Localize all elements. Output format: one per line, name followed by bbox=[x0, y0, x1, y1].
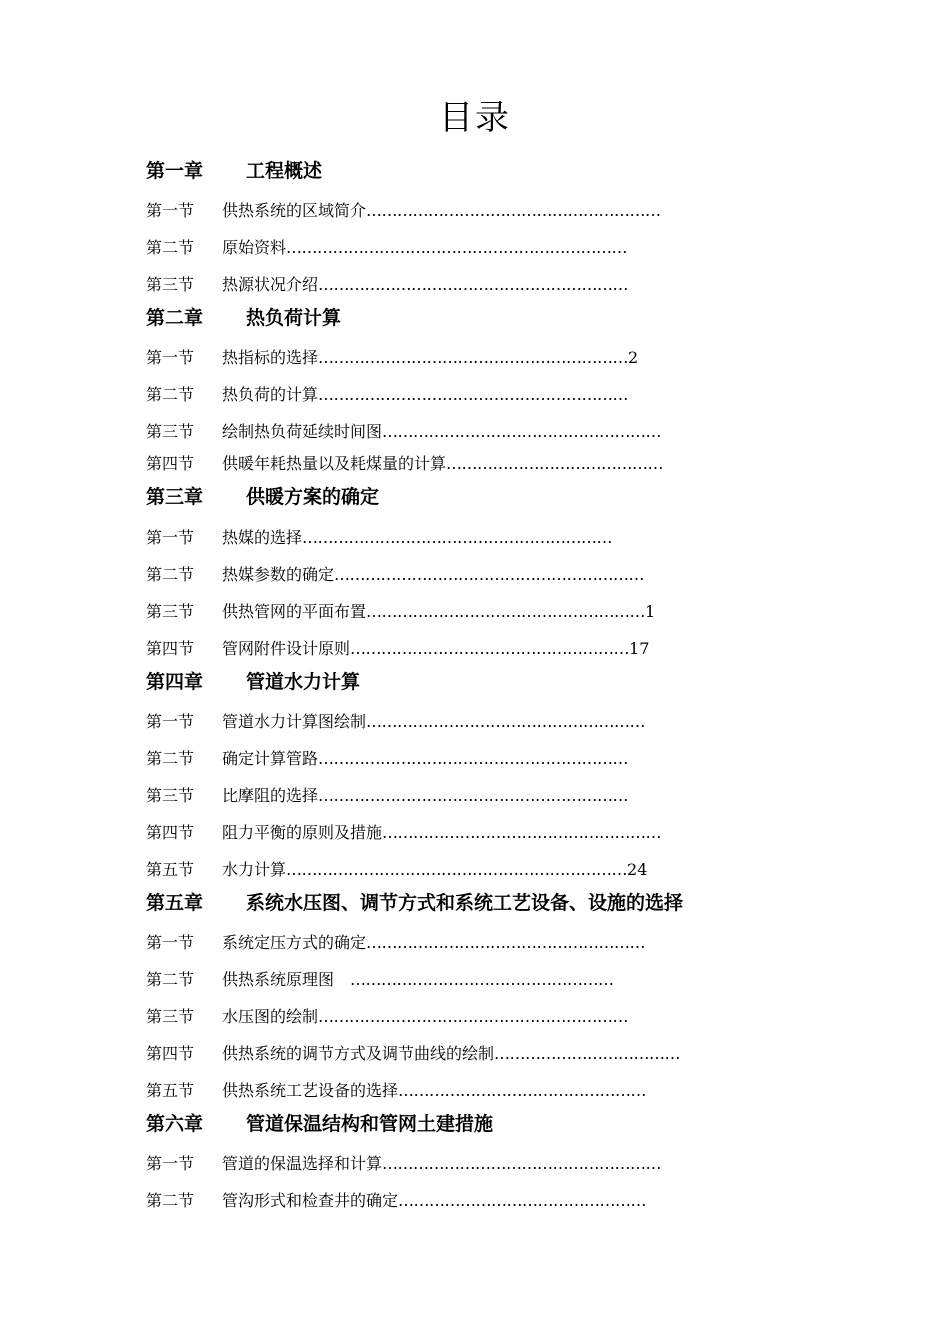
toc-entry[interactable] bbox=[146, 273, 628, 297]
section-title: 管沟形式和检查井的确定 bbox=[222, 1191, 399, 1210]
section-title: 管道的保温选择和计算 bbox=[222, 1154, 383, 1173]
dot-leader: ……………………………………………… bbox=[350, 639, 630, 658]
section-title: 绘制热负荷延续时间图 bbox=[222, 422, 383, 441]
dot-leader: ……………………………………………… bbox=[382, 823, 662, 842]
section-number: 第三节 bbox=[146, 786, 195, 805]
section-title: 阻力平衡的原则及措施 bbox=[222, 823, 383, 842]
section-title: 比摩阻的选择 bbox=[222, 786, 319, 805]
chapter-number: 第六章 bbox=[146, 1113, 204, 1135]
section-number: 第二节 bbox=[146, 1191, 195, 1210]
dot-leader: ……………………………………………… bbox=[382, 422, 662, 441]
chapter-title: 管道保温结构和管网土建措施 bbox=[246, 1113, 494, 1135]
section-title: 热负荷的计算 bbox=[222, 385, 319, 404]
dot-leader: …………………………………………………… bbox=[318, 749, 629, 768]
chapter-title: 工程概述 bbox=[246, 160, 323, 182]
toc-entry[interactable] bbox=[146, 1005, 628, 1029]
section-title: 供热管网的平面布置 bbox=[222, 602, 367, 621]
toc-entry[interactable] bbox=[146, 600, 655, 624]
dot-leader: ………………………………………… bbox=[398, 1191, 647, 1210]
dot-leader: …………………………………………… bbox=[350, 970, 614, 989]
section-number: 第三节 bbox=[146, 1007, 195, 1026]
toc-entry[interactable] bbox=[146, 383, 628, 407]
section-number: 第四节 bbox=[146, 823, 195, 842]
chapter-title: 系统水压图、调节方式和系统工艺设备、设施的选择 bbox=[246, 892, 684, 914]
chapter-heading bbox=[146, 303, 341, 333]
section-title: 热媒的选择 bbox=[222, 528, 303, 547]
toc-entry[interactable] bbox=[146, 710, 645, 734]
dot-leader: …………………………………………………… bbox=[318, 275, 629, 294]
chapter-title: 管道水力计算 bbox=[246, 671, 361, 693]
toc-entry[interactable] bbox=[146, 858, 647, 882]
dot-leader: …………………………………………………… bbox=[318, 1007, 629, 1026]
toc-entry[interactable] bbox=[146, 1079, 646, 1103]
section-number: 第二节 bbox=[146, 749, 195, 768]
dot-leader: …………………………………………………… bbox=[318, 348, 629, 367]
dot-leader: ………………………………………………… bbox=[366, 201, 661, 220]
page-number: 24 bbox=[627, 860, 648, 879]
dot-leader: ……………………………………………… bbox=[366, 712, 646, 731]
toc-entry[interactable] bbox=[146, 199, 661, 223]
chapter-number: 第三章 bbox=[146, 486, 204, 508]
toc-title: 目录 bbox=[439, 98, 511, 138]
dot-leader: …………………………………………………… bbox=[334, 565, 645, 584]
page-number: 2 bbox=[628, 348, 639, 367]
dot-leader: ………………………………………… bbox=[398, 1081, 647, 1100]
toc-entry[interactable] bbox=[146, 637, 649, 661]
chapter-title: 供暖方案的确定 bbox=[246, 486, 380, 508]
section-title: 供热系统工艺设备的选择 bbox=[222, 1081, 399, 1100]
toc-entry[interactable] bbox=[146, 1042, 680, 1066]
dot-leader: ……………………………………………… bbox=[366, 933, 646, 952]
section-title: 水力计算 bbox=[222, 860, 287, 879]
toc-entry[interactable] bbox=[146, 968, 614, 992]
section-title: 供热系统的区域简介 bbox=[222, 201, 367, 220]
chapter-title: 热负荷计算 bbox=[246, 307, 342, 329]
toc-entry[interactable] bbox=[146, 1152, 661, 1176]
toc-entry[interactable] bbox=[146, 452, 663, 476]
section-title: 水压图的绘制 bbox=[222, 1007, 319, 1026]
section-title: 管网附件设计原则 bbox=[222, 639, 351, 658]
toc-entry[interactable] bbox=[146, 420, 661, 444]
section-number: 第四节 bbox=[146, 639, 195, 658]
page-number: 1 bbox=[645, 602, 656, 621]
section-number: 第四节 bbox=[146, 454, 195, 473]
section-title: 供热系统的调节方式及调节曲线的绘制 bbox=[222, 1044, 495, 1063]
section-number: 第一节 bbox=[146, 712, 195, 731]
section-number: 第二节 bbox=[146, 385, 195, 404]
toc-entry[interactable] bbox=[146, 931, 645, 955]
toc-entry[interactable] bbox=[146, 784, 628, 808]
chapter-heading bbox=[146, 1109, 493, 1139]
dot-leader: ………………………………………………………… bbox=[286, 860, 628, 879]
dot-leader: ……………………………………………… bbox=[366, 602, 646, 621]
toc-entry[interactable] bbox=[146, 526, 612, 550]
dot-leader: ……………………………………………… bbox=[382, 1154, 662, 1173]
toc-entry[interactable] bbox=[146, 563, 644, 587]
page-number: 17 bbox=[629, 639, 650, 658]
dot-leader: …………………………………… bbox=[446, 454, 664, 473]
toc-entry[interactable] bbox=[146, 1189, 646, 1213]
section-number: 第四节 bbox=[146, 1044, 195, 1063]
section-number: 第五节 bbox=[146, 860, 195, 879]
dot-leader: ………………………………………………………… bbox=[286, 238, 628, 257]
dot-leader: ……………………………… bbox=[494, 1044, 681, 1063]
section-number: 第二节 bbox=[146, 970, 195, 989]
section-number: 第一节 bbox=[146, 348, 195, 367]
section-title: 供暖年耗热量以及耗煤量的计算 bbox=[222, 454, 447, 473]
section-title: 系统定压方式的确定 bbox=[222, 933, 367, 952]
chapter-heading bbox=[146, 667, 360, 697]
section-title: 热媒参数的确定 bbox=[222, 565, 335, 584]
section-title: 原始资料 bbox=[222, 238, 287, 257]
section-number: 第一节 bbox=[146, 201, 195, 220]
section-number: 第三节 bbox=[146, 275, 195, 294]
toc-entry[interactable] bbox=[146, 346, 638, 370]
section-title: 确定计算管路 bbox=[222, 749, 319, 768]
section-number: 第一节 bbox=[146, 1154, 195, 1173]
section-number: 第一节 bbox=[146, 528, 195, 547]
dot-leader: …………………………………………………… bbox=[318, 385, 629, 404]
section-title: 管道水力计算图绘制 bbox=[222, 712, 367, 731]
section-number: 第五节 bbox=[146, 1081, 195, 1100]
chapter-heading bbox=[146, 888, 683, 918]
chapter-number: 第二章 bbox=[146, 307, 204, 329]
section-number: 第二节 bbox=[146, 565, 195, 584]
section-title: 供热系统原理图 bbox=[222, 970, 351, 989]
toc-entry[interactable] bbox=[146, 747, 628, 771]
dot-leader: …………………………………………………… bbox=[318, 786, 629, 805]
dot-leader: …………………………………………………… bbox=[302, 528, 613, 547]
chapter-heading bbox=[146, 482, 379, 512]
section-number: 第二节 bbox=[146, 238, 195, 257]
section-title: 热指标的选择 bbox=[222, 348, 319, 367]
section-number: 第一节 bbox=[146, 933, 195, 952]
chapter-number: 第五章 bbox=[146, 892, 204, 914]
section-number: 第三节 bbox=[146, 602, 195, 621]
chapter-number: 第四章 bbox=[146, 671, 204, 693]
toc-entry[interactable] bbox=[146, 821, 661, 845]
section-title: 热源状况介绍 bbox=[222, 275, 319, 294]
chapter-number: 第一章 bbox=[146, 160, 204, 182]
section-number: 第三节 bbox=[146, 422, 195, 441]
toc-entry[interactable] bbox=[146, 236, 627, 260]
chapter-heading bbox=[146, 156, 322, 186]
